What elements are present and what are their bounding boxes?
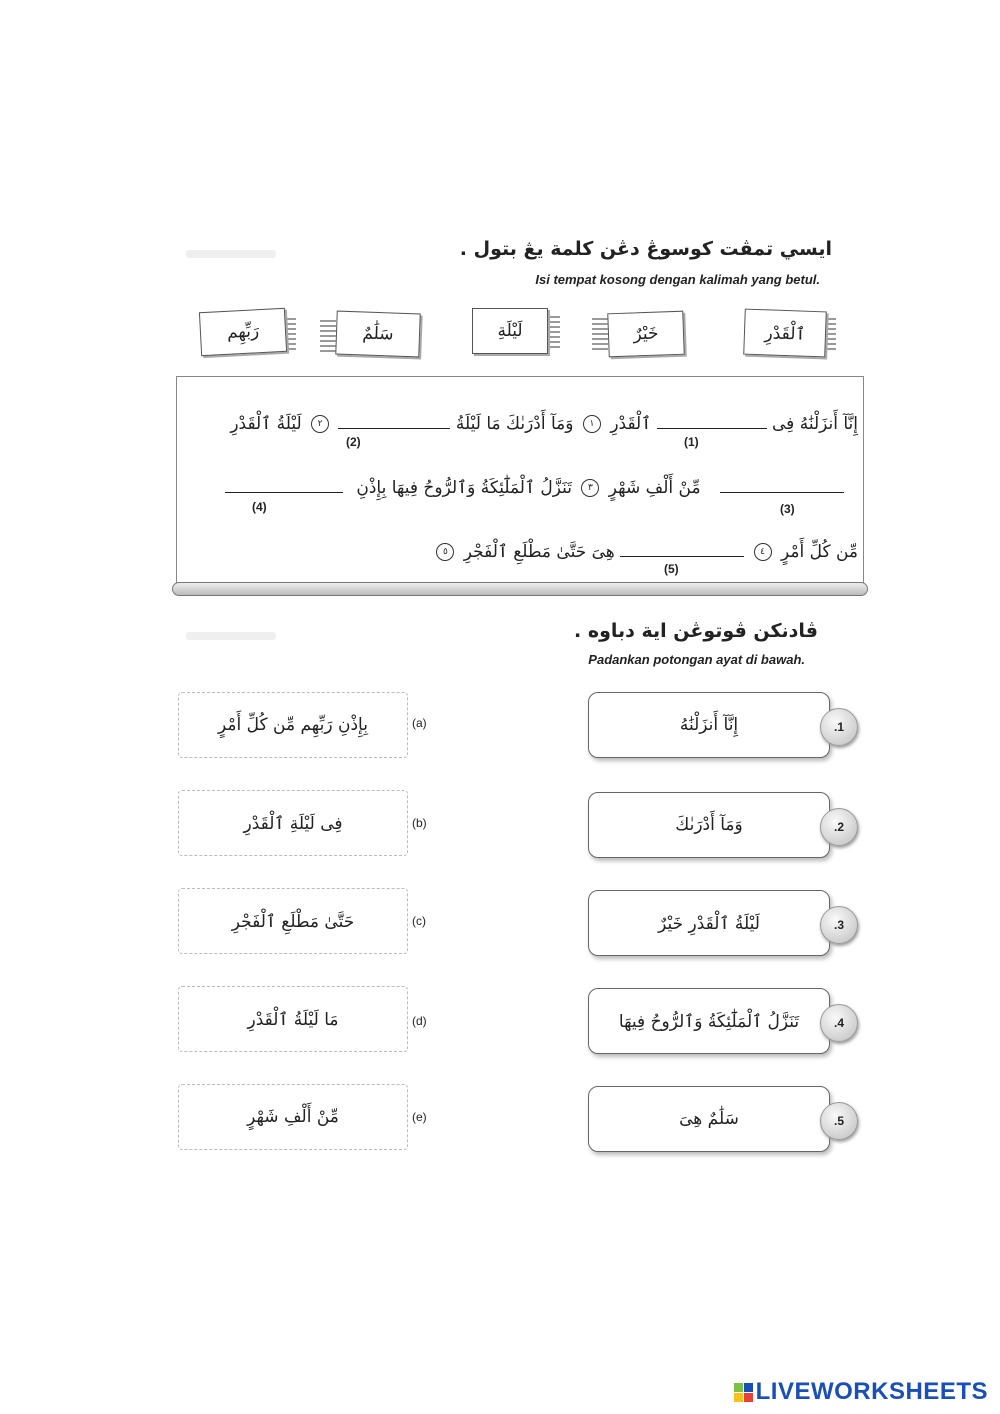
verse-line-1 bbox=[230, 410, 858, 434]
answer-box-d[interactable]: مَا لَيْلَةُ ٱلْقَدْرِ bbox=[178, 986, 408, 1052]
verse-text: هِىَ حَتَّىٰ مَطْلَعِ ٱلْفَجْرِ bbox=[463, 542, 615, 562]
question-box-3[interactable]: لَيْلَةُ ٱلْقَدْرِ خَيْرٌ bbox=[588, 890, 830, 956]
blank-3[interactable] bbox=[720, 474, 844, 493]
card-stripe bbox=[320, 320, 336, 354]
ayah-marker: ٥ bbox=[436, 543, 454, 561]
question-number: .1 bbox=[820, 708, 858, 746]
blank-number: (3) bbox=[780, 502, 795, 516]
question-number: .2 bbox=[820, 808, 858, 846]
blank-number: (5) bbox=[664, 562, 679, 576]
question-number: .5 bbox=[820, 1102, 858, 1140]
card-stripe bbox=[592, 318, 608, 352]
blank-2[interactable] bbox=[338, 410, 450, 429]
faded-mark bbox=[186, 632, 276, 640]
verse-text: مِّن كُلِّ أَمْرٍ bbox=[780, 542, 858, 562]
word-card-text: رَبِّهِم bbox=[226, 321, 260, 343]
liveworksheets-logo bbox=[734, 1378, 988, 1406]
answer-box-b[interactable]: فِى لَيْلَةِ ٱلْقَدْرِ bbox=[178, 790, 408, 856]
word-card-text: سَلَٰمٌ bbox=[362, 323, 394, 345]
answer-letter: (e) bbox=[412, 1110, 427, 1124]
brand-text: LIVEWORKSHEETS bbox=[755, 1378, 988, 1405]
word-card bbox=[199, 308, 287, 356]
question-box-5[interactable]: سَلَٰمٌ هِىَ bbox=[588, 1086, 830, 1152]
verse-text: إِنَّآ أَنزَلْنَٰهُ فِى bbox=[772, 414, 858, 434]
word-card bbox=[472, 308, 548, 354]
verse-line-2 bbox=[225, 474, 844, 498]
section2-title-malay: Padankan potongan ayat di bawah. bbox=[588, 652, 805, 667]
section2-title-jawi: ڤادنكن ڤوتوڠن اية دباوه . bbox=[574, 620, 818, 642]
blank-number: (2) bbox=[346, 435, 361, 449]
verse-line-3 bbox=[432, 538, 858, 562]
blank-4[interactable] bbox=[225, 474, 343, 493]
question-number: .3 bbox=[820, 906, 858, 944]
ayah-marker: ٣ bbox=[581, 479, 599, 497]
section1-title-jawi: ايسي تمڤت كوسوڠ دڠن كلمة يڠ بتول . bbox=[459, 238, 832, 260]
answer-letter: (c) bbox=[412, 914, 426, 928]
verse-text: ٱلْقَدْرِ bbox=[610, 414, 652, 434]
question-box-1[interactable]: إِنَّآ أَنزَلْنَٰهُ bbox=[588, 692, 830, 758]
verse-text: تَنَزَّلُ ٱلْمَلَٰٓئِكَةُ وَٱلرُّوحُ فِيهَا بِإِذْنِ bbox=[356, 478, 572, 498]
verse-text: مِّنْ أَلْفِ شَهْرٍ bbox=[608, 478, 701, 498]
answer-letter: (b) bbox=[412, 816, 427, 830]
blank-5[interactable] bbox=[620, 538, 744, 557]
answer-letter: (a) bbox=[412, 716, 427, 730]
blank-number: (1) bbox=[684, 435, 699, 449]
section1-title-malay: Isi tempat kosong dengan kalimah yang betul. bbox=[535, 272, 820, 287]
word-card bbox=[607, 311, 684, 358]
ayah-marker: ٤ bbox=[754, 543, 772, 561]
question-box-2[interactable]: وَمَآ أَدْرَىٰكَ bbox=[588, 792, 830, 858]
word-card-text: خَيْرٌ bbox=[633, 323, 659, 345]
panel-rod bbox=[172, 582, 868, 596]
verse-text: وَمَآ أَدْرَىٰكَ مَا لَيْلَةُ bbox=[455, 414, 574, 434]
word-card bbox=[743, 309, 827, 358]
blank-1[interactable] bbox=[657, 410, 767, 429]
verse-text: لَيْلَةُ ٱلْقَدْرِ bbox=[230, 414, 302, 434]
answer-letter: (d) bbox=[412, 1014, 427, 1028]
liveworksheets-icon bbox=[734, 1383, 753, 1402]
blank-number: (4) bbox=[252, 500, 267, 514]
word-card-text: ٱلْقَدْرِ bbox=[764, 322, 806, 345]
answer-box-a[interactable]: بِإِذْنِ رَبِّهِم مِّن كُلِّ أَمْرٍ bbox=[178, 692, 408, 758]
question-number: .4 bbox=[820, 1004, 858, 1042]
question-box-4[interactable]: تَنَزَّلُ ٱلْمَلَٰٓئِكَةُ وَٱلرُّوحُ فِيهَا bbox=[588, 988, 830, 1054]
word-card bbox=[335, 311, 420, 358]
answer-box-e[interactable]: مِّنْ أَلْفِ شَهْرٍ bbox=[178, 1084, 408, 1150]
ayah-marker: ٢ bbox=[311, 415, 329, 433]
answer-box-c[interactable]: حَتَّىٰ مَطْلَعِ ٱلْفَجْرِ bbox=[178, 888, 408, 954]
faded-mark bbox=[186, 250, 276, 258]
ayah-marker: ١ bbox=[583, 415, 601, 433]
word-card-text: لَيْلَةِ bbox=[497, 321, 523, 341]
